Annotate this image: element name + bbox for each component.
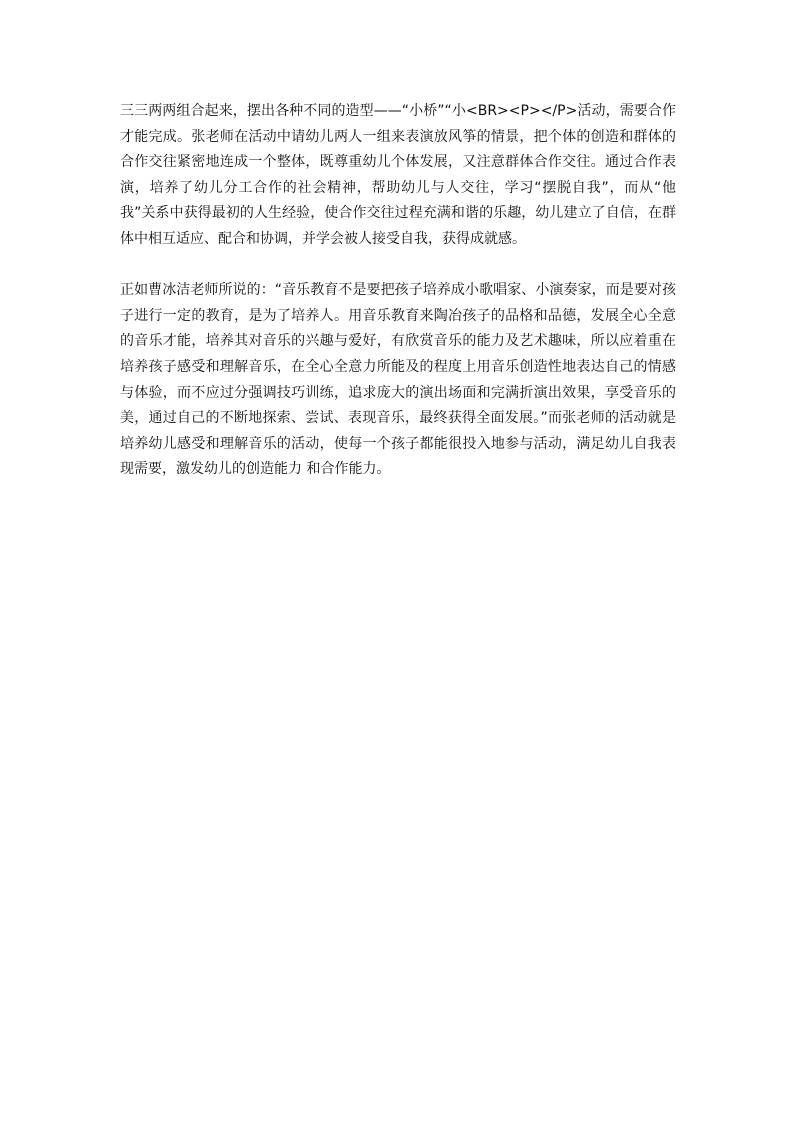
paragraph-2: 正如曹冰洁老师所说的：“音乐教育不是要把孩子培养成小歌唱家、小演奏家，而是要对孩子进行一定的教育，是为了培养人。用音乐教育来陶冶孩子的品格和品德，发展全心全意的音乐才能，培养其对音乐的兴趣与爱好，有欣赏音乐的能力及艺术趣味，所以应着重在培养孩子感受和理解音乐，在全心全意力所能及的程度上用音乐创造性地表达自己的情感与体验，而不应过分强调技巧训练，追求庞大的演出场面和完满折演出效果，享受音乐的美，通过自己的不断地探索、尝试、表现音乐，最终获得全面发展。”而张老师的活动就是培养幼儿感受和理解音乐的活动，使每一个孩子都能很投入地参与活动，满足幼儿自我表现需要，激发幼儿的创造能力 和合作能力。 [120, 282, 676, 478]
document-body [120, 99, 676, 483]
paragraph-1: 三三两两组合起来，摆出各种不同的造型——“小桥”“小<BR><P></P>活动，需要合作才能完成。张老师在活动中请幼儿两人一组来表演放风筝的情景，把个体的创造和群体的合作交往紧密地连成一个整体，既尊重幼儿个体发展，又注意群体合作交往。通过合作表演，培养了幼儿分工合作的社会精神，帮助幼儿与人交往，学习“摆脱自我”，而从“他我”关系中获得最初的人生经验，使合作交往过程充满和谐的乐趣，幼儿建立了自信，在群体中相互适应、配合和协调，并学会被人接受自我，获得成就感。 [120, 103, 676, 247]
